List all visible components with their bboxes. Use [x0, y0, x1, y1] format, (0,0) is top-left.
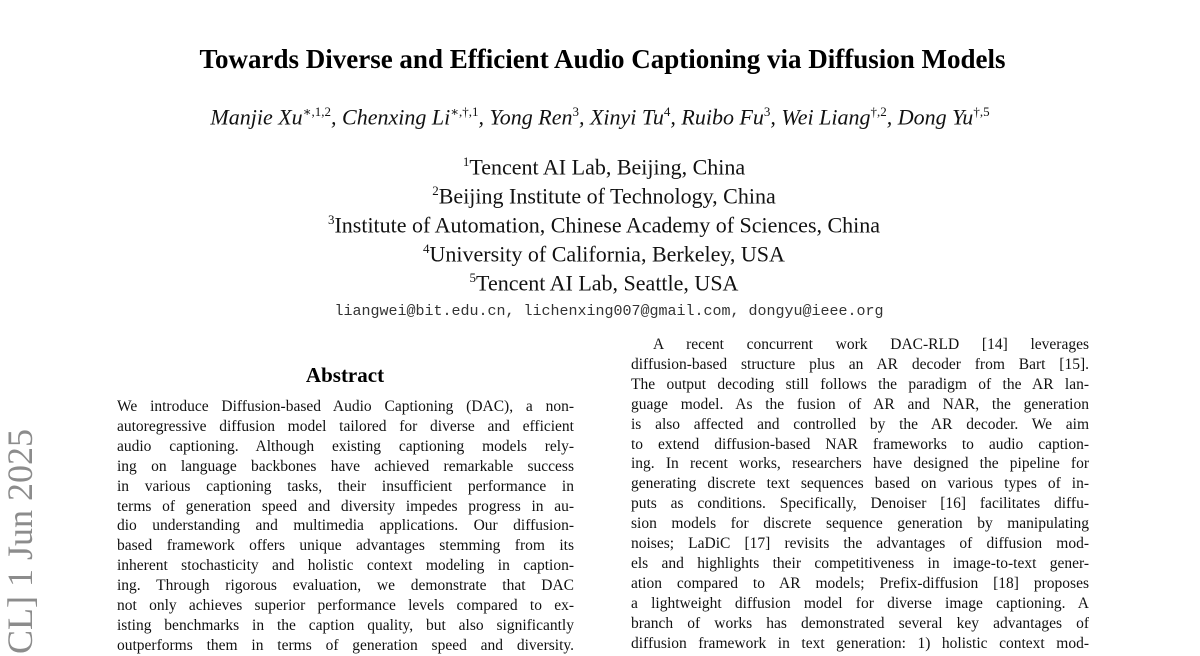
text-line: diffusion-based structure plus an AR decoder from Bart [15].: [631, 355, 1089, 373]
author-separator: ,: [886, 104, 898, 130]
text-line: outperforms them in terms of generation speed and diversity.: [117, 636, 574, 654]
author-affiliation-marks: ∗,†,1: [450, 104, 479, 119]
text-line: generating discrete text sequences based on various types of in-: [631, 475, 1089, 493]
abstract-body: [117, 397, 574, 656]
affiliation-number: 4: [423, 241, 430, 256]
author-emails: liangwei@bit.edu.cn, lichenxing007@gmail.com, dongyu@ieee.org: [334, 303, 884, 320]
author-affiliation-marks: 3: [572, 104, 579, 119]
text-line: is also affected and controlled by the AR decoder. We aim: [631, 415, 1089, 433]
affiliation-text: Tencent AI Lab, Seattle, USA: [476, 270, 739, 296]
text-line: puts as conditions. Specifically, Denoiser [16] facilitates diffu-: [631, 495, 1089, 513]
author-affiliation-marks: †,2: [870, 104, 887, 119]
text-line: not only achieves superior performance levels compared to ex-: [117, 597, 574, 615]
affiliation-number: 3: [327, 212, 335, 227]
author-separator: ,: [478, 104, 490, 130]
text-line: autoregressive diffusion model tailored for diverse and efficient: [117, 417, 574, 435]
text-line: noises; LaDiC [17] revisits the advantages of diffusion mod-: [631, 535, 1089, 553]
arxiv-stamp: CL] 1 Jun 2025: [0, 429, 40, 654]
text-line: diffusion framework in text generation: 1) holistic context mod-: [631, 634, 1089, 652]
author-name: Chenxing Li: [342, 104, 451, 130]
author-separator: ,: [770, 104, 782, 130]
affiliation-1: [0, 154, 1200, 180]
paper-title: Towards Diverse and Efficient Audio Captioning via Diffusion Models: [199, 44, 1006, 74]
affiliation-2: [0, 183, 1200, 209]
text-line: guage model. As the fusion of AR and NAR, the generation: [631, 395, 1089, 413]
author-list: [0, 104, 1200, 130]
author-separator: ,: [670, 104, 682, 130]
affiliation-number: 2: [432, 183, 439, 198]
text-line: sion models for discrete sequence generation by manipulating: [631, 515, 1089, 533]
author-separator: ,: [331, 104, 343, 130]
author-affiliation-marks: †,5: [973, 104, 990, 119]
text-line: inherent stochasticity and holistic context modeling in caption-: [117, 557, 574, 575]
author-name: Dong Yu: [897, 104, 974, 130]
text-line: dio understanding and multimedia applications. Our diffusion-: [117, 517, 574, 535]
author-separator: ,: [578, 104, 590, 130]
text-line: to extend diffusion-based NAR frameworks to audio caption-: [631, 435, 1089, 453]
text-line: els and highlights their competitiveness in image-to-text gener-: [631, 554, 1089, 572]
intro-body: [631, 335, 1089, 654]
affiliation-text: Institute of Automation, Chinese Academy of Sciences, China: [334, 212, 881, 238]
text-line: The output decoding still follows the paradigm of the AR lan-: [631, 375, 1089, 393]
text-line: based framework offers unique advantages stemming from its: [117, 537, 574, 555]
affiliation-4: [0, 241, 1200, 267]
author-affiliation-marks: 3: [763, 104, 771, 119]
author-affiliation-marks: ∗,1,2: [302, 104, 332, 119]
author-name: Wei Liang: [781, 104, 871, 130]
text-line: a lightweight diffusion model for diverse image captioning. A: [631, 594, 1089, 612]
text-line: isting benchmarks in the caption quality, but also significantly: [117, 616, 574, 634]
text-line: terms of generation speed and diversity impedes progress in au-: [117, 497, 574, 515]
text-line: We introduce Diffusion-based Audio Captioning (DAC), a non-: [117, 398, 574, 415]
affiliation-text: University of California, Berkeley, USA: [429, 241, 785, 267]
author-name: Xinyi Tu: [589, 104, 664, 130]
text-line: in various captioning tasks, their insufficient performance in: [117, 477, 574, 495]
author-name: Ruibo Fu: [681, 104, 764, 130]
text-line: ation compared to AR models; Prefix-diffusion [18] proposes: [631, 574, 1089, 592]
text-line: branch of works has demonstrated several key advantages of: [631, 614, 1089, 632]
text-line: ing on language backbones have achieved remarkable success: [117, 457, 574, 475]
text-line: A recent concurrent work DAC-RLD [14] leverages: [653, 336, 1089, 353]
affiliation-text: Beijing Institute of Technology, China: [438, 183, 776, 209]
text-line: audio captioning. Although existing captioning models rely-: [117, 437, 574, 455]
abstract-heading: Abstract: [305, 363, 385, 387]
text-line: ing. Through rigorous evaluation, we demonstrate that DAC: [117, 577, 574, 595]
author-affiliation-marks: 4: [663, 104, 671, 119]
affiliation-number: 5: [469, 270, 477, 285]
affiliation-5: [0, 270, 1200, 296]
affiliation-3: [0, 212, 1200, 238]
affiliation-text: Tencent AI Lab, Beijing, China: [469, 154, 746, 180]
affiliation-number: 1: [462, 154, 470, 169]
author-name: Manjie Xu: [210, 104, 303, 130]
text-line: ing. In recent works, researchers have designed the pipeline for: [631, 455, 1089, 473]
author-name: Yong Ren: [489, 104, 573, 130]
